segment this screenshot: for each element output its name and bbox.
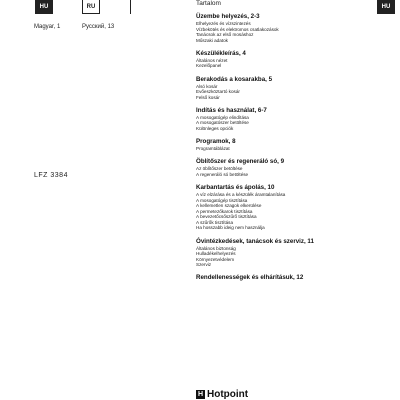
toc-item: Az öblítőszer betöltése [196, 166, 243, 172]
language-badge-hu: HU [35, 0, 53, 14]
toc-section [196, 50, 376, 69]
table-of-contents [196, 13, 376, 289]
toc-section-title: Karbantartás és ápolás, 10 [196, 183, 275, 191]
toc-item: A mosogatógép tisztítása [196, 197, 248, 203]
toc-section [196, 138, 376, 152]
toc-section [196, 238, 376, 268]
toc-section [196, 76, 376, 101]
toc-section-title: Programok, 8 [196, 138, 236, 146]
model-number: LFZ 3384 [34, 172, 68, 179]
toc-item: Kezelőpanel [196, 63, 222, 69]
toc-section [196, 107, 376, 132]
toc-item: Vízbekötés és elektromos csatlakozások [196, 26, 279, 32]
toc-item: A víz elzárása és a készülék áramtalanítása [196, 191, 286, 197]
toc-title: Tartalom [196, 0, 221, 7]
toc-item: Evőeszköztartó kosár [196, 89, 240, 95]
language-label-russian: Русский, 13 [82, 24, 115, 30]
divider-line-top [130, 0, 131, 14]
toc-item: Hulladékelhelyezés [196, 251, 236, 257]
toc-item: Programtáblázat [196, 146, 230, 152]
toc-item: Alsó kosár [196, 83, 218, 89]
toc-item: Környezetvédelem [196, 256, 235, 262]
toc-section-title: Rendellenességek és elhárításuk, 12 [196, 274, 304, 282]
toc-item: Felső kosár [196, 94, 220, 100]
toc-item: A bevezetőcsőszűrő tisztítása [196, 214, 257, 220]
language-label-hungarian: Magyar, 1 [34, 24, 61, 30]
toc-item: A regeneráló só betöltése [196, 171, 249, 177]
toc-item: A mosogatószer betöltése [196, 120, 249, 126]
toc-item: A mosogatógép elindítása [196, 114, 249, 120]
toc-section-title: Indítás és használat, 6-7 [196, 106, 267, 114]
brand-logo-icon: H [197, 391, 204, 398]
toc-section [196, 13, 376, 43]
toc-item: Általános biztonság [196, 245, 236, 251]
toc-section-title: Óvintézkedések, tanácsok és szerviz, 11 [196, 237, 314, 245]
brand-logo-text: Hotpoint [207, 389, 249, 400]
toc-item: A szűrők tisztítása [196, 219, 234, 225]
toc-item: A kellemetlen szagok elkerülése [196, 203, 262, 209]
toc-section-title: Berakodás a kosarakba, 5 [196, 75, 273, 83]
language-badge-hu-right: HU [377, 0, 395, 14]
toc-section [196, 274, 376, 282]
toc-section [196, 184, 376, 231]
toc-section [196, 158, 376, 177]
toc-item: A permetezőkarok tisztítása [196, 208, 253, 214]
toc-section-title: Öblítőszer és regeneráló só, 9 [196, 158, 285, 166]
language-badge-ru: RU [82, 0, 100, 14]
brand-logo [196, 389, 248, 400]
toc-section-title: Üzembe helyezés, 2-3 [196, 13, 260, 20]
toc-item: Szerviz [196, 262, 212, 268]
toc-item: Általános nézet [196, 57, 228, 63]
toc-item: Ha hosszabb ideig nem használja [196, 225, 265, 231]
toc-section-title: Készülékleírás, 4 [196, 49, 246, 57]
toc-item: Elhelyezés és vízszintezés [196, 21, 251, 26]
toc-item: Tanácsok az első mosáshoz [196, 32, 254, 38]
toc-item: Műszaki adatok [196, 37, 228, 43]
toc-item: Különleges opciók [196, 126, 234, 132]
